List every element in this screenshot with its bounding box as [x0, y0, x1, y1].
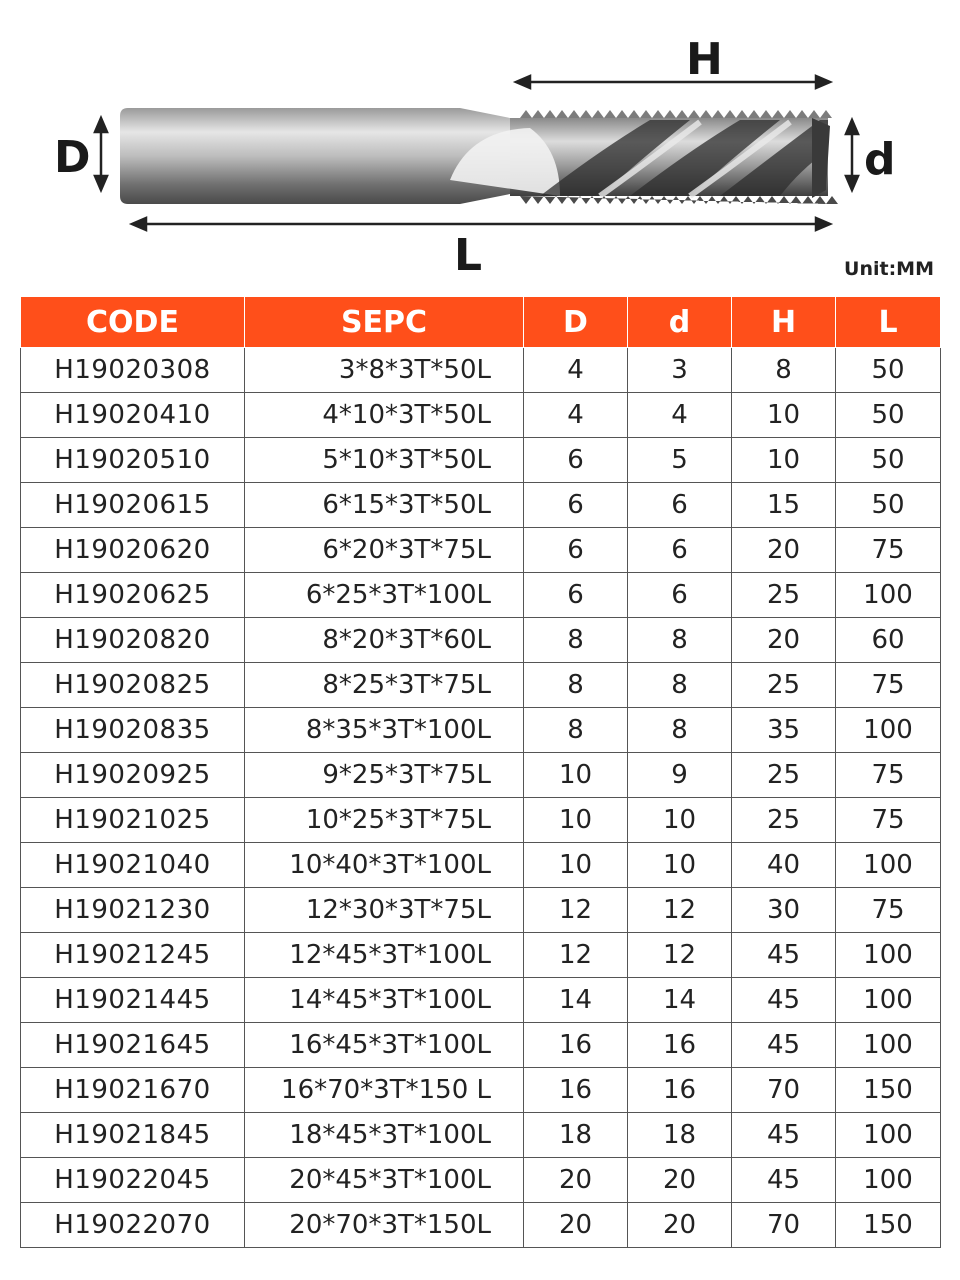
cell-cutter-diameter: 5: [628, 438, 732, 483]
header-shank-diameter: D: [524, 297, 628, 348]
cell-shank-diameter: 4: [524, 348, 628, 393]
cell-spec: 8*25*3T*75L: [245, 663, 524, 708]
cell-cutting-length: 10: [732, 438, 836, 483]
cell-code: H19021025: [21, 798, 245, 843]
d-cutter-dimension-arrow: [846, 120, 858, 190]
cell-spec: 20*70*3T*150L: [245, 1203, 524, 1248]
cell-code: H19022045: [21, 1158, 245, 1203]
cell-shank-diameter: 10: [524, 843, 628, 888]
cell-overall-length: 50: [836, 348, 941, 393]
cell-code: H19020615: [21, 483, 245, 528]
cell-cutter-diameter: 3: [628, 348, 732, 393]
cell-cutter-diameter: 12: [628, 888, 732, 933]
cell-cutting-length: 30: [732, 888, 836, 933]
cell-spec: 6*20*3T*75L: [245, 528, 524, 573]
header-code: CODE: [21, 297, 245, 348]
cell-spec: 5*10*3T*50L: [245, 438, 524, 483]
table-body: [21, 348, 941, 1248]
table-row: [21, 798, 941, 843]
cell-shank-diameter: 8: [524, 663, 628, 708]
table-row: [21, 528, 941, 573]
cell-spec: 9*25*3T*75L: [245, 753, 524, 798]
cell-cutting-length: 8: [732, 348, 836, 393]
cell-cutting-length: 25: [732, 798, 836, 843]
shank: [120, 108, 520, 204]
cell-code: H19020410: [21, 393, 245, 438]
table-row: [21, 888, 941, 933]
spec-table: [20, 296, 941, 1248]
cell-shank-diameter: 8: [524, 618, 628, 663]
cell-cutter-diameter: 8: [628, 663, 732, 708]
cell-cutting-length: 25: [732, 663, 836, 708]
cell-shank-diameter: 12: [524, 933, 628, 978]
cell-cutter-diameter: 6: [628, 528, 732, 573]
cell-cutter-diameter: 4: [628, 393, 732, 438]
cell-shank-diameter: 10: [524, 798, 628, 843]
cell-cutter-diameter: 20: [628, 1203, 732, 1248]
cell-spec: 10*40*3T*100L: [245, 843, 524, 888]
cell-spec: 16*70*3T*150 L: [245, 1068, 524, 1113]
cell-overall-length: 100: [836, 1023, 941, 1068]
cell-overall-length: 60: [836, 618, 941, 663]
cell-overall-length: 75: [836, 888, 941, 933]
table-row: [21, 1023, 941, 1068]
cell-shank-diameter: 16: [524, 1068, 628, 1113]
cell-cutting-length: 45: [732, 933, 836, 978]
cell-cutter-diameter: 9: [628, 753, 732, 798]
cell-code: H19021845: [21, 1113, 245, 1158]
d-shank-dimension-arrow: [95, 118, 107, 190]
cell-code: H19020925: [21, 753, 245, 798]
header-cutter-diameter: d: [628, 297, 732, 348]
cell-cutter-diameter: 10: [628, 798, 732, 843]
cell-code: H19021670: [21, 1068, 245, 1113]
cell-overall-length: 50: [836, 483, 941, 528]
header-cutting-length: H: [732, 297, 836, 348]
cell-shank-diameter: 16: [524, 1023, 628, 1068]
cell-cutting-length: 40: [732, 843, 836, 888]
table-row: [21, 1158, 941, 1203]
cell-code: H19021040: [21, 843, 245, 888]
cell-overall-length: 50: [836, 438, 941, 483]
cell-cutter-diameter: 12: [628, 933, 732, 978]
cell-overall-length: 100: [836, 708, 941, 753]
cell-cutter-diameter: 10: [628, 843, 732, 888]
cell-shank-diameter: 20: [524, 1158, 628, 1203]
cell-code: H19020510: [21, 438, 245, 483]
cell-cutting-length: 35: [732, 708, 836, 753]
cell-spec: 12*45*3T*100L: [245, 933, 524, 978]
cell-overall-length: 150: [836, 1068, 941, 1113]
table-row: [21, 753, 941, 798]
cell-overall-length: 100: [836, 843, 941, 888]
cell-spec: 20*45*3T*100L: [245, 1158, 524, 1203]
cell-shank-diameter: 18: [524, 1113, 628, 1158]
cell-shank-diameter: 12: [524, 888, 628, 933]
cell-spec: 18*45*3T*100L: [245, 1113, 524, 1158]
cell-code: H19021230: [21, 888, 245, 933]
cell-spec: 10*25*3T*75L: [245, 798, 524, 843]
cell-shank-diameter: 14: [524, 978, 628, 1023]
cell-overall-length: 100: [836, 978, 941, 1023]
table-row: [21, 1203, 941, 1248]
cell-overall-length: 50: [836, 393, 941, 438]
table-row: [21, 348, 941, 393]
table-row: [21, 483, 941, 528]
table-row: [21, 438, 941, 483]
cell-code: H19020308: [21, 348, 245, 393]
cell-shank-diameter: 6: [524, 573, 628, 618]
cell-spec: 3*8*3T*50L: [245, 348, 524, 393]
cell-cutting-length: 45: [732, 1113, 836, 1158]
header-overall-length: L: [836, 297, 941, 348]
cell-spec: 8*35*3T*100L: [245, 708, 524, 753]
d-shank-label: D: [54, 132, 91, 183]
cell-code: H19020625: [21, 573, 245, 618]
cell-spec: 12*30*3T*75L: [245, 888, 524, 933]
cell-overall-length: 75: [836, 798, 941, 843]
cell-code: H19020820: [21, 618, 245, 663]
table-row: [21, 933, 941, 978]
cell-overall-length: 150: [836, 1203, 941, 1248]
table-row: [21, 1068, 941, 1113]
cell-code: H19021445: [21, 978, 245, 1023]
l-dimension-arrow: [132, 218, 830, 230]
cell-shank-diameter: 6: [524, 528, 628, 573]
cell-shank-diameter: 6: [524, 483, 628, 528]
cell-shank-diameter: 10: [524, 753, 628, 798]
cell-overall-length: 75: [836, 528, 941, 573]
cell-cutting-length: 20: [732, 528, 836, 573]
cell-cutting-length: 10: [732, 393, 836, 438]
cell-cutter-diameter: 18: [628, 1113, 732, 1158]
cell-cutting-length: 70: [732, 1203, 836, 1248]
cell-code: H19021245: [21, 933, 245, 978]
cell-cutter-diameter: 8: [628, 708, 732, 753]
cell-overall-length: 100: [836, 1158, 941, 1203]
table-header-row: [21, 297, 941, 348]
cell-overall-length: 75: [836, 663, 941, 708]
cell-cutter-diameter: 20: [628, 1158, 732, 1203]
cell-cutter-diameter: 16: [628, 1023, 732, 1068]
end-mill-diagram: [0, 0, 960, 290]
l-label: L: [454, 230, 483, 281]
table-row: [21, 1113, 941, 1158]
table-row: [21, 978, 941, 1023]
table-row: [21, 663, 941, 708]
cell-spec: 6*25*3T*100L: [245, 573, 524, 618]
cell-spec: 8*20*3T*60L: [245, 618, 524, 663]
cell-code: H19020825: [21, 663, 245, 708]
cell-shank-diameter: 8: [524, 708, 628, 753]
cell-cutting-length: 20: [732, 618, 836, 663]
table-row: [21, 573, 941, 618]
cell-code: H19020620: [21, 528, 245, 573]
h-dimension-arrow: [516, 76, 830, 88]
cell-cutting-length: 45: [732, 1158, 836, 1203]
cell-cutting-length: 45: [732, 978, 836, 1023]
cell-cutter-diameter: 16: [628, 1068, 732, 1113]
cell-overall-length: 100: [836, 933, 941, 978]
unit-label: Unit:MM: [844, 258, 934, 280]
cell-shank-diameter: 4: [524, 393, 628, 438]
cell-cutting-length: 70: [732, 1068, 836, 1113]
header-spec: SEPC: [245, 297, 524, 348]
cell-overall-length: 100: [836, 1113, 941, 1158]
cell-spec: 4*10*3T*50L: [245, 393, 524, 438]
d-cutter-label: d: [864, 134, 896, 185]
cell-spec: 6*15*3T*50L: [245, 483, 524, 528]
cell-shank-diameter: 20: [524, 1203, 628, 1248]
table-row: [21, 618, 941, 663]
cell-code: H19020835: [21, 708, 245, 753]
table-row: [21, 843, 941, 888]
table-row: [21, 708, 941, 753]
cell-cutter-diameter: 6: [628, 573, 732, 618]
h-label: H: [686, 34, 723, 85]
cell-cutter-diameter: 8: [628, 618, 732, 663]
cell-spec: 16*45*3T*100L: [245, 1023, 524, 1068]
cell-cutter-diameter: 6: [628, 483, 732, 528]
cell-code: H19022070: [21, 1203, 245, 1248]
cell-cutting-length: 45: [732, 1023, 836, 1068]
table-row: [21, 393, 941, 438]
cell-cutting-length: 15: [732, 483, 836, 528]
cell-code: H19021645: [21, 1023, 245, 1068]
cell-overall-length: 75: [836, 753, 941, 798]
cell-cutting-length: 25: [732, 753, 836, 798]
cell-cutter-diameter: 14: [628, 978, 732, 1023]
cell-shank-diameter: 6: [524, 438, 628, 483]
cell-overall-length: 100: [836, 573, 941, 618]
cell-spec: 14*45*3T*100L: [245, 978, 524, 1023]
cell-cutting-length: 25: [732, 573, 836, 618]
